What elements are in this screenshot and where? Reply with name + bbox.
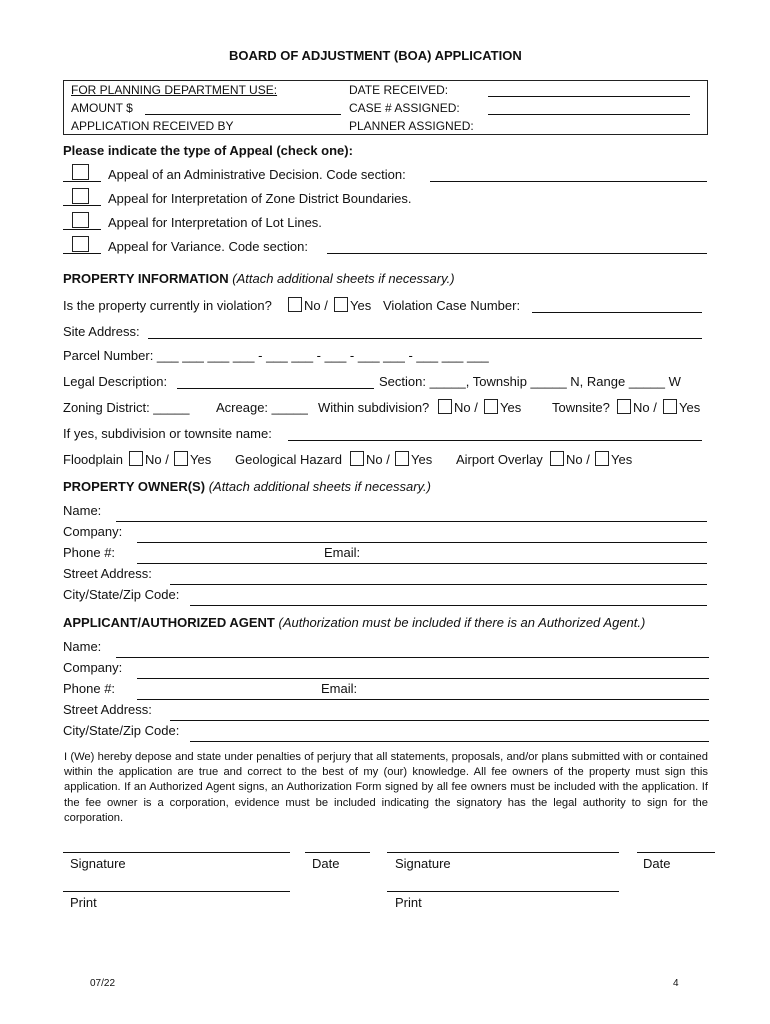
property-heading-text: PROPERTY INFORMATION — [63, 271, 229, 286]
variance-code-section-field[interactable] — [327, 253, 707, 254]
geo-hazard-label: Geological Hazard — [235, 452, 342, 467]
airport-no-label: No / — [566, 452, 590, 467]
print-line-2[interactable] — [387, 891, 619, 892]
appeal-lot-lines-checkbox[interactable] — [72, 212, 89, 228]
agent-street-field[interactable] — [170, 720, 709, 721]
property-heading — [63, 271, 455, 286]
subdivision-name-field[interactable] — [288, 440, 702, 441]
owner-email-label: Email: — [324, 545, 361, 560]
agent-phone-email-field[interactable] — [137, 699, 709, 700]
geo-hazard-yes-label: Yes — [411, 452, 433, 467]
agent-heading-note: (Authorization must be included if there is an Authorized Agent.) — [278, 615, 646, 630]
agent-city-label: City/State/Zip Code: — [63, 723, 180, 738]
townsite-yes-label: Yes — [679, 400, 701, 415]
airport-no-checkbox[interactable] — [550, 451, 564, 466]
appeal-admin-checkbox[interactable] — [72, 164, 89, 180]
property-heading-note: (Attach additional sheets if necessary.) — [232, 271, 455, 286]
date-label-2: Date — [643, 856, 671, 871]
section-township-range[interactable]: Section: _____, Township _____ N, Range _____ W — [379, 374, 681, 389]
appeal-option-zone: Appeal for Interpretation of Zone District Boundaries. — [108, 191, 412, 206]
subdivision-yes-checkbox[interactable] — [484, 399, 498, 414]
print-label-1: Print — [70, 895, 97, 910]
subdivision-name-label: If yes, subdivision or townsite name: — [63, 426, 272, 441]
date-label-1: Date — [312, 856, 340, 871]
agent-email-label: Email: — [321, 681, 358, 696]
amount-field[interactable] — [145, 114, 341, 115]
office-use-header: FOR PLANNING DEPARTMENT USE: — [71, 83, 278, 97]
legal-description-label: Legal Description: — [63, 374, 168, 389]
agent-phone-label: Phone #: — [63, 681, 116, 696]
page-number: 4 — [673, 978, 679, 989]
owner-phone-email-field[interactable] — [137, 563, 707, 564]
agent-name-field[interactable] — [116, 657, 709, 658]
violation-no-label: No / — [304, 298, 328, 313]
agent-company-label: Company: — [63, 660, 123, 675]
owner-company-label: Company: — [63, 524, 123, 539]
violation-no-checkbox[interactable] — [288, 297, 302, 312]
airport-overlay-label: Airport Overlay — [456, 452, 543, 467]
floodplain-yes-checkbox[interactable] — [174, 451, 188, 466]
appeal-option-lot-lines: Appeal for Interpretation of Lot Lines. — [108, 215, 322, 230]
geo-hazard-yes-checkbox[interactable] — [395, 451, 409, 466]
date-line-2[interactable] — [637, 852, 715, 853]
signature-label-2: Signature — [395, 856, 451, 871]
appeal-option-variance: Appeal for Variance. Code section: — [108, 239, 308, 254]
owner-name-label: Name: — [63, 503, 102, 518]
appeal-zone-checkbox[interactable] — [72, 188, 89, 204]
geo-hazard-no-label: No / — [366, 452, 390, 467]
violation-case-label: Violation Case Number: — [383, 298, 521, 313]
signature-line-2[interactable] — [387, 852, 619, 853]
owner-street-field[interactable] — [170, 584, 707, 585]
floodplain-no-checkbox[interactable] — [129, 451, 143, 466]
agent-heading — [63, 615, 645, 630]
signature-label-1: Signature — [70, 856, 126, 871]
acreage-label[interactable]: Acreage: _____ — [216, 400, 308, 415]
owner-phone-label: Phone #: — [63, 545, 116, 560]
floodplain-no-label: No / — [145, 452, 169, 467]
floodplain-yes-label: Yes — [190, 452, 212, 467]
owner-company-field[interactable] — [137, 542, 707, 543]
appeal-heading: Please indicate the type of Appeal (check one): — [63, 143, 353, 158]
agent-street-label: Street Address: — [63, 702, 152, 717]
date-received-field[interactable] — [488, 96, 690, 97]
signature-line-1[interactable] — [63, 852, 290, 853]
geo-hazard-no-checkbox[interactable] — [350, 451, 364, 466]
violation-yes-checkbox[interactable] — [334, 297, 348, 312]
subdivision-no-label: No / — [454, 400, 478, 415]
townsite-no-label: No / — [633, 400, 657, 415]
print-line-1[interactable] — [63, 891, 290, 892]
print-label-2: Print — [395, 895, 422, 910]
violation-yes-label: Yes — [350, 298, 372, 313]
within-subdivision-label: Within subdivision? — [318, 400, 430, 415]
townsite-label: Townsite? — [552, 400, 610, 415]
owner-heading-text: PROPERTY OWNER(S) — [63, 479, 206, 494]
appeal-check-underline — [63, 181, 101, 182]
site-address-field[interactable] — [148, 338, 702, 339]
appeal-check-underline — [63, 229, 101, 230]
subdivision-no-checkbox[interactable] — [438, 399, 452, 414]
airport-yes-label: Yes — [611, 452, 633, 467]
amount-label: AMOUNT $ — [71, 101, 133, 115]
date-received-label: DATE RECEIVED: — [349, 83, 449, 97]
page-title: BOARD OF ADJUSTMENT (BOA) APPLICATION — [229, 48, 522, 63]
case-assigned-label: CASE # ASSIGNED: — [349, 101, 460, 115]
date-line-1[interactable] — [305, 852, 370, 853]
agent-company-field[interactable] — [137, 678, 709, 679]
received-by-label: APPLICATION RECEIVED BY — [71, 119, 234, 133]
owner-heading-note: (Attach additional sheets if necessary.) — [208, 479, 432, 494]
footer-date-code: 07/22 — [90, 978, 116, 989]
owner-heading — [63, 479, 431, 494]
agent-heading-text: APPLICANT/AUTHORIZED AGENT — [63, 615, 275, 630]
violation-question: Is the property currently in violation? — [63, 298, 272, 313]
legal-description-field[interactable] — [177, 388, 374, 389]
owner-city-field[interactable] — [190, 605, 707, 606]
case-assigned-field[interactable] — [488, 114, 690, 115]
agent-name-label: Name: — [63, 639, 102, 654]
floodplain-label: Floodplain — [63, 452, 123, 467]
townsite-yes-checkbox[interactable] — [663, 399, 677, 414]
site-address-label: Site Address: — [63, 324, 140, 339]
admin-code-section-field[interactable] — [430, 181, 707, 182]
agent-city-field[interactable] — [190, 741, 709, 742]
parcel-number-label[interactable]: Parcel Number: ___ ___ ___ ___ - ___ ___ - ___ - ___ ___ - ___ ___ ___ — [63, 348, 489, 363]
airport-yes-checkbox[interactable] — [595, 451, 609, 466]
planner-assigned-label: PLANNER ASSIGNED: — [349, 119, 474, 133]
townsite-no-checkbox[interactable] — [617, 399, 631, 414]
owner-city-label: City/State/Zip Code: — [63, 587, 180, 602]
owner-name-field[interactable] — [116, 521, 707, 522]
appeal-variance-checkbox[interactable] — [72, 236, 89, 252]
subdivision-yes-label: Yes — [500, 400, 522, 415]
appeal-check-underline — [63, 205, 101, 206]
appeal-option-admin: Appeal of an Administrative Decision. Code section: — [108, 167, 406, 182]
violation-case-field[interactable] — [532, 312, 702, 313]
perjury-statement: I (We) hereby depose and state under penalties of perjury that all statements, proposals, and/or plans submitted with or contained within the application are true and correct to the best of my (our) knowledge. All fee owners of the property must sign this application. If an Authorized Agent signs, an Authorization Form signed by all fee owners must be included with the application. If the fee owner is a corporation, evidence must be included indicating the signatory has the legal authority to sign for the corporation. — [64, 751, 708, 824]
appeal-check-underline — [63, 253, 101, 254]
zoning-district-label[interactable]: Zoning District: _____ — [63, 400, 190, 415]
owner-street-label: Street Address: — [63, 566, 152, 581]
